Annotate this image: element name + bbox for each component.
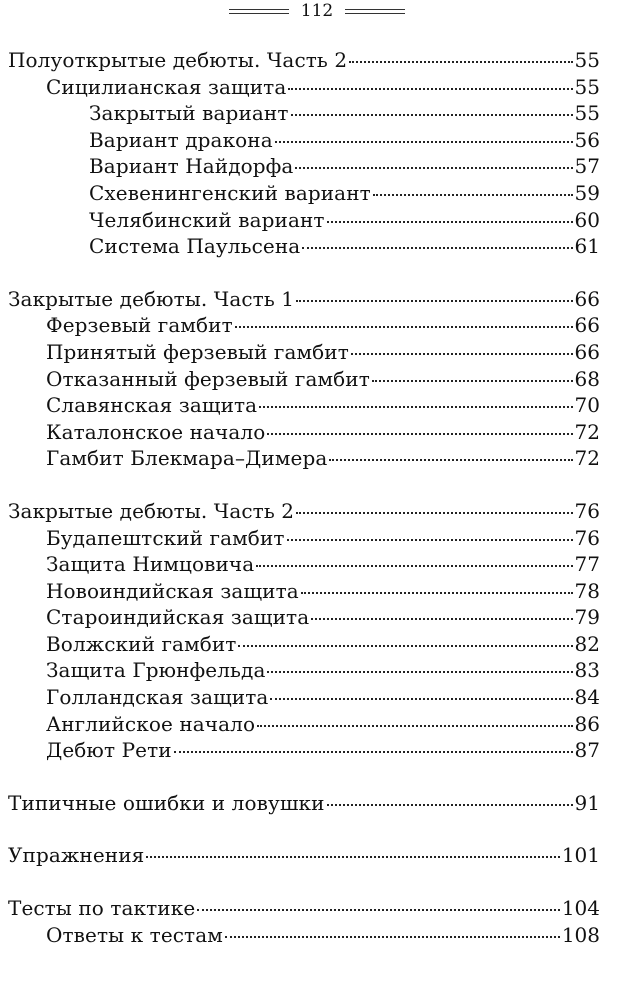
toc-entry bbox=[0, 498, 634, 525]
toc-entry bbox=[0, 737, 634, 764]
dot-leader bbox=[257, 725, 572, 727]
toc-entry-title: Староиндийская защита bbox=[46, 605, 310, 630]
toc-entry-page: 70 bbox=[574, 393, 600, 418]
dot-leader bbox=[373, 194, 573, 196]
toc-entry bbox=[0, 74, 634, 101]
toc-entry bbox=[0, 657, 634, 684]
toc-section bbox=[0, 47, 634, 260]
toc-entry bbox=[0, 127, 634, 154]
toc-entry-title: Волжский гамбит bbox=[46, 631, 237, 656]
dot-leader bbox=[351, 353, 573, 355]
toc-entry bbox=[0, 922, 634, 949]
toc-entry-page: 55 bbox=[574, 48, 600, 72]
toc-entry-page: 76 bbox=[574, 525, 600, 550]
toc-entry-title: Дебют Рети bbox=[46, 738, 172, 763]
toc-entry bbox=[0, 790, 634, 817]
toc-section bbox=[0, 286, 634, 472]
dot-leader bbox=[296, 300, 572, 302]
toc-entry-page: 60 bbox=[574, 207, 600, 232]
toc-entry-page: 61 bbox=[574, 234, 600, 259]
toc-entry-page: 55 bbox=[574, 101, 600, 126]
toc-entry-title: Закрытый вариант bbox=[89, 101, 289, 126]
toc-entry-title: Английское начало bbox=[46, 711, 256, 736]
toc-entry-title: Полуоткрытые дебюты. Часть 2 bbox=[8, 48, 348, 72]
toc-entry-title: Защита Нимцовича bbox=[46, 552, 255, 577]
toc-entry-page: 91 bbox=[574, 790, 600, 815]
dot-leader bbox=[146, 856, 559, 858]
toc-entry bbox=[0, 153, 634, 180]
toc-entry-page: 76 bbox=[574, 498, 600, 523]
toc-entry-page: 72 bbox=[574, 419, 600, 444]
toc-entry-page: 77 bbox=[574, 552, 600, 577]
toc-entry-page: 59 bbox=[574, 180, 600, 205]
toc-entry bbox=[0, 233, 634, 260]
toc-entry bbox=[0, 180, 634, 207]
dot-leader bbox=[301, 592, 573, 594]
toc-entry bbox=[0, 100, 634, 127]
toc-entry-page: 86 bbox=[574, 711, 600, 736]
toc-entry bbox=[0, 631, 634, 658]
toc-entry bbox=[0, 895, 634, 922]
toc-entry-page: 104 bbox=[561, 896, 600, 921]
dot-leader bbox=[287, 539, 573, 541]
toc-entry-title: Ферзевый гамбит bbox=[46, 313, 233, 338]
dot-leader bbox=[256, 565, 572, 567]
toc-entry-title: Схевенингенский вариант bbox=[89, 180, 371, 205]
dot-leader bbox=[267, 671, 572, 673]
dot-leader bbox=[311, 618, 572, 620]
toc-entry bbox=[0, 339, 634, 366]
dot-leader bbox=[291, 114, 573, 116]
dot-leader bbox=[288, 88, 572, 90]
toc-entry-title: Защита Грюнфельда bbox=[46, 658, 266, 683]
toc-entry-page: 82 bbox=[574, 631, 600, 656]
toc-entry bbox=[0, 525, 634, 552]
dot-leader bbox=[329, 459, 572, 461]
toc-entry-title: Упражнения bbox=[8, 843, 145, 868]
toc-entry-title: Сицилианская защита bbox=[46, 74, 287, 99]
toc-entry-title: Будапештский гамбит bbox=[46, 525, 285, 550]
dot-leader bbox=[275, 141, 573, 143]
toc-entry-page: 55 bbox=[574, 74, 600, 99]
dot-leader bbox=[296, 512, 572, 514]
toc-entry bbox=[0, 419, 634, 446]
toc-entry bbox=[0, 366, 634, 393]
toc-entry bbox=[0, 842, 634, 869]
toc-entry-title: Ответы к тестам bbox=[46, 922, 223, 947]
toc-entry-title: Система Паульсена bbox=[89, 234, 301, 259]
dot-leader bbox=[270, 698, 572, 700]
dot-leader bbox=[225, 936, 560, 938]
toc-entry-page: 66 bbox=[574, 339, 600, 364]
dot-leader bbox=[197, 909, 560, 911]
dot-leader bbox=[267, 433, 572, 435]
toc-section bbox=[0, 842, 634, 869]
header-rule-right bbox=[345, 9, 405, 14]
dot-leader bbox=[174, 751, 573, 753]
toc-entry-title: Каталонское начало bbox=[46, 419, 266, 444]
toc-entry-title: Принятый ферзевый гамбит bbox=[46, 339, 349, 364]
dot-leader bbox=[259, 406, 572, 408]
toc-entry-title: Закрытые дебюты. Часть 2 bbox=[8, 498, 295, 523]
dot-leader bbox=[235, 326, 573, 328]
toc-entry-title: Новоиндийская защита bbox=[46, 578, 299, 603]
toc-entry-page: 78 bbox=[574, 578, 600, 603]
toc-entry-title: Закрытые дебюты. Часть 1 bbox=[8, 286, 295, 311]
dot-leader bbox=[349, 61, 572, 63]
toc-entry bbox=[0, 578, 634, 605]
toc-entry-page: 66 bbox=[574, 313, 600, 338]
toc-entry-page: 66 bbox=[574, 286, 600, 311]
toc-entry-title: Славянская защита bbox=[46, 393, 258, 418]
toc-entry-page: 108 bbox=[561, 922, 600, 947]
toc-entry bbox=[0, 47, 634, 74]
toc-entry bbox=[0, 604, 634, 631]
dot-leader bbox=[238, 645, 572, 647]
toc-section bbox=[0, 790, 634, 817]
toc-entry-title: Челябинский вариант bbox=[89, 207, 325, 232]
toc-entry bbox=[0, 286, 634, 313]
toc-entry-title: Голландская защита bbox=[46, 685, 269, 710]
toc-entry-page: 57 bbox=[574, 154, 600, 179]
toc-entry-page: 87 bbox=[574, 738, 600, 763]
toc-entry-page: 68 bbox=[574, 366, 600, 391]
toc-entry bbox=[0, 312, 634, 339]
toc-entry-title: Типичные ошибки и ловушки bbox=[8, 790, 325, 815]
toc-entry-title: Вариант Найдорфа bbox=[89, 154, 294, 179]
toc-entry bbox=[0, 684, 634, 711]
header-rule-left bbox=[229, 9, 289, 14]
toc-entry-title: Отказанный ферзевый гамбит bbox=[46, 366, 370, 391]
toc-entry bbox=[0, 445, 634, 472]
table-of-contents bbox=[0, 47, 634, 974]
toc-entry-page: 84 bbox=[574, 685, 600, 710]
toc-entry bbox=[0, 207, 634, 234]
page-number: 112 bbox=[300, 0, 334, 21]
toc-entry-page: 56 bbox=[574, 127, 600, 152]
toc-entry bbox=[0, 551, 634, 578]
toc-entry-title: Тесты по тактике bbox=[8, 896, 196, 921]
toc-entry-title: Гамбит Блекмара–Димера bbox=[46, 446, 328, 471]
toc-entry-title: Вариант дракона bbox=[89, 127, 273, 152]
dot-leader bbox=[327, 221, 573, 223]
toc-entry bbox=[0, 392, 634, 419]
page-header bbox=[0, 0, 634, 22]
toc-entry-page: 101 bbox=[561, 843, 600, 868]
toc-entry-page: 79 bbox=[574, 605, 600, 630]
toc-entry-page: 83 bbox=[574, 658, 600, 683]
dot-leader bbox=[327, 804, 573, 806]
toc-section bbox=[0, 895, 634, 948]
dot-leader bbox=[295, 167, 572, 169]
dot-leader bbox=[372, 380, 573, 382]
toc-entry bbox=[0, 711, 634, 738]
dot-leader bbox=[302, 247, 572, 249]
toc-entry-page: 72 bbox=[574, 446, 600, 471]
toc-section bbox=[0, 498, 634, 764]
